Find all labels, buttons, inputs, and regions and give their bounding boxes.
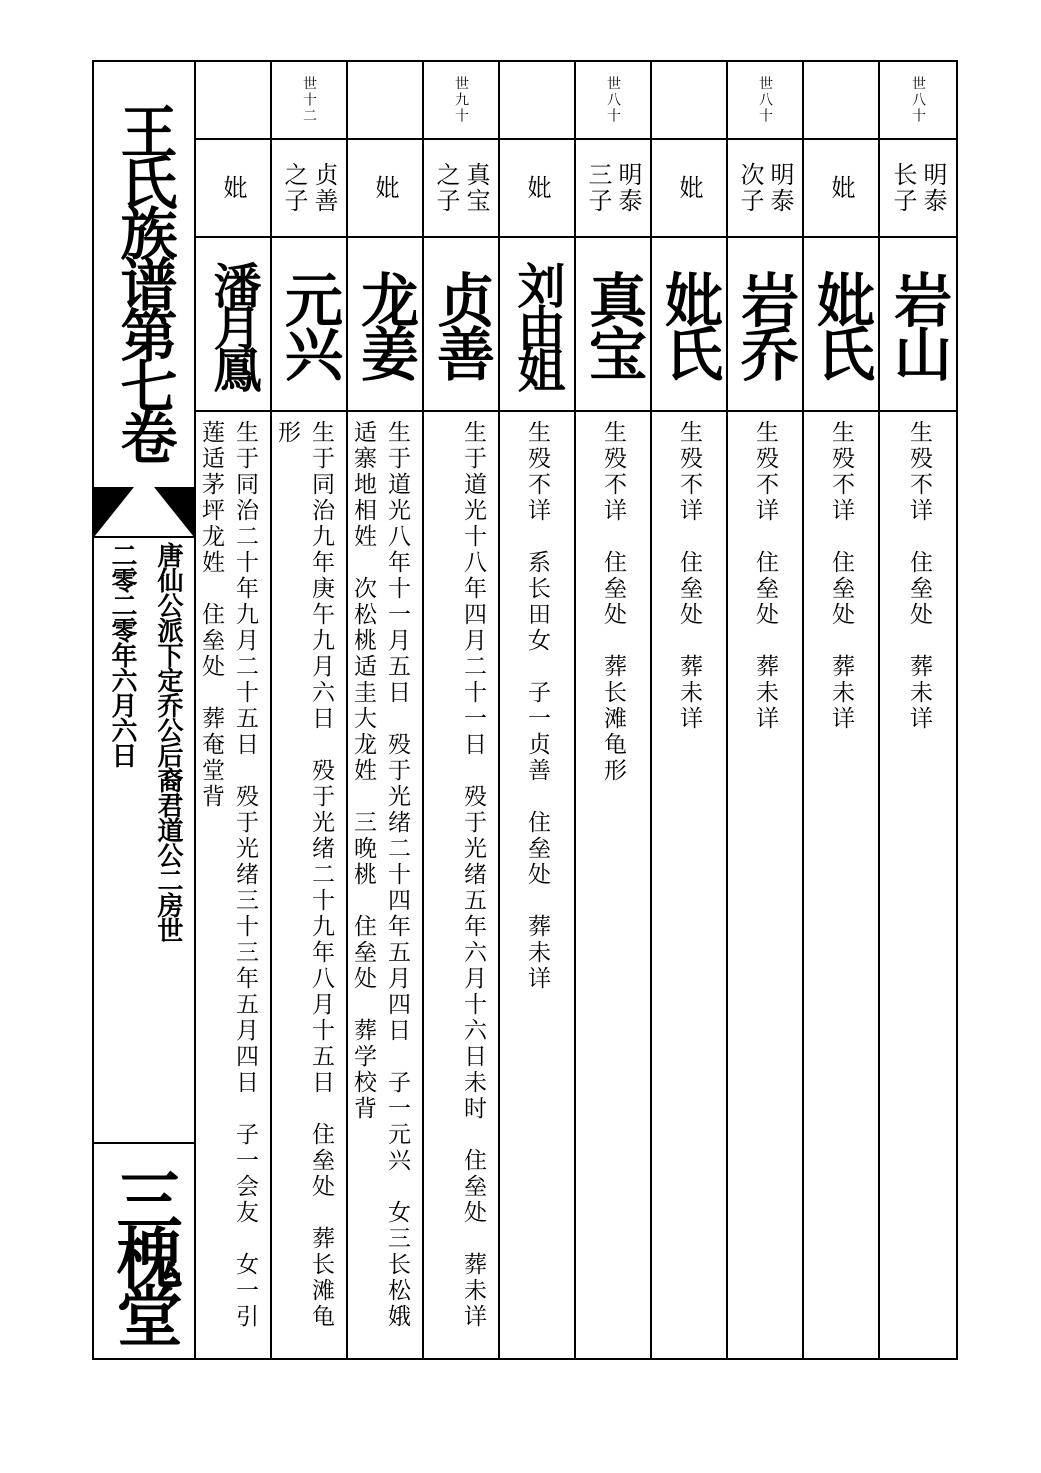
book-title: 王氏族谱第七卷 [111,101,178,459]
relation-cell: 明泰 三子 [576,140,650,238]
bio-cell: 生殁不详 住垒处 葬未详 [828,420,854,732]
generation-cell [348,62,422,140]
bio-cell: 生殁不详 系长田女 子一贞善 住垒处 葬未详 [524,420,550,992]
generation-cell: 世十二 [272,62,346,140]
lineage-subtitle: 唐仙公派下定乔公后裔君道公二房世 [153,542,183,942]
relation-cell: 妣 [348,140,422,238]
person-column [880,62,956,1358]
bio-cell: 生殁不详 住垒处 葬未详 [676,420,702,732]
relation-cell: 妣 [804,140,878,238]
generation-cell [196,62,270,140]
name-cell: 元兴 [272,238,346,412]
publication-date: 二零二零年六月六日 [107,542,137,767]
name-cell: 龙姜 [348,238,422,412]
name-cell: 妣氏 [804,238,878,412]
name-cell: 岩山 [880,238,956,412]
person-column [652,62,728,1358]
person-column [500,62,576,1358]
relation-cell: 明泰 次子 [728,140,802,238]
bio-cell: 生殁不详 住垒处 葬未详 [752,420,778,732]
genealogy-page [92,60,958,1360]
bio-cell: 生于同治二十年九月二十五日 殁于光绪三十三年五月四日 子一会友 女一引莲适茅坪龙姓 住垒处 葬奄堂背 [198,420,258,1330]
relation-cell: 真宝 之子 [424,140,498,238]
bio-cell: 生殁不详 住垒处 葬长滩龟形 [600,420,626,784]
person-column [272,62,348,1358]
name-cell: 真宝 [576,238,650,412]
bio-cell: 生于同治九年庚午九月六日 殁于光绪二十九年八月十五日 住垒处 葬长滩龟形 [274,420,334,1330]
generation-cell [652,62,726,140]
generation-cell: 世八十 [880,62,956,140]
generation-cell [804,62,878,140]
name-cell: 潘月鳳 [196,238,270,412]
name-cell: 岩乔 [728,238,802,412]
generation-cell: 世九十 [424,62,498,140]
relation-cell: 贞善 之子 [272,140,346,238]
person-column [196,62,272,1358]
bio-cell: 生于道光八年十一月五日 殁于光绪二十四年五月四日 子一元兴 女三长松娥适寨地相姓 次松桃适圭大龙姓 三晚桃 住垒处 葬学校背 [350,420,410,1330]
bio-cell: 生殁不详 住垒处 葬未详 [906,420,932,732]
person-column [424,62,500,1358]
person-column [804,62,880,1358]
name-cell: 妣氏 [652,238,726,412]
band-triangle-icon [94,487,194,539]
name-cell: 贞善 [424,238,498,412]
title-band-ornament [94,487,194,539]
relation-cell: 明泰 长子 [880,140,956,238]
person-column [728,62,804,1358]
person-column [576,62,652,1358]
relation-cell: 妣 [196,140,270,238]
bio-cell: 生于道光十八年四月二十一日 殁于光绪五年六月十六日未时 住垒处 葬未详 [460,420,486,1330]
relation-cell: 妣 [500,140,574,238]
hall-divider [94,1142,194,1144]
generation-cell [500,62,574,140]
relation-cell: 妣 [652,140,726,238]
name-cell: 刘由姐 [500,238,574,412]
hall-name: 三槐堂 [105,1166,183,1340]
generation-cell: 世八十 [576,62,650,140]
generation-cell: 世八十 [728,62,802,140]
title-column [94,62,196,1358]
person-column [348,62,424,1358]
